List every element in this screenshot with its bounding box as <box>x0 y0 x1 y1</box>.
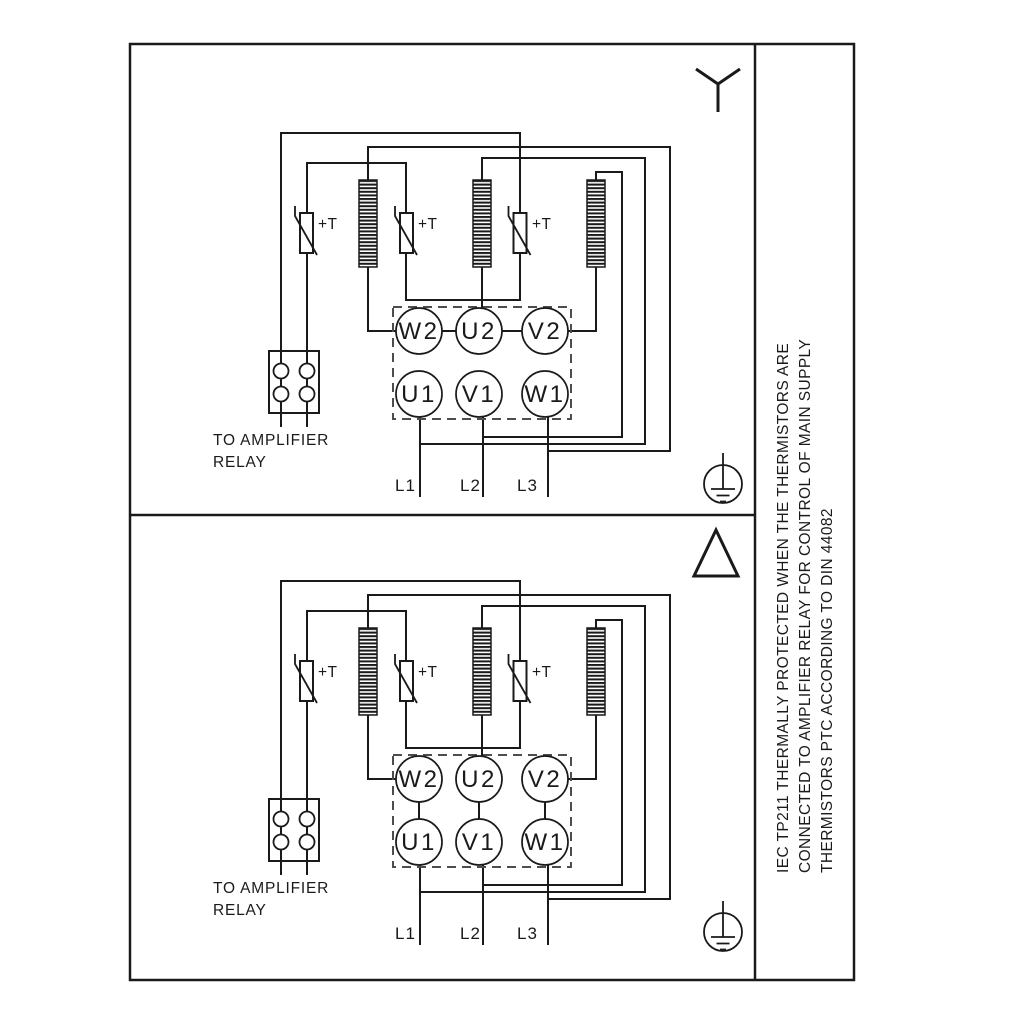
supply-line-label: L1 <box>395 476 416 495</box>
terminal-label: U1 <box>401 829 437 856</box>
side-note-line: THERMISTORS PTC ACCORDING TO DIN 44082 <box>819 508 836 873</box>
thermistor-symbol <box>395 206 438 255</box>
relay-terminal <box>300 835 315 850</box>
thermistor-symbol <box>509 206 552 255</box>
terminal-label: V1 <box>461 381 497 408</box>
side-note-line: CONNECTED TO AMPLIFIER RELAY FOR CONTROL OF MAIN SUPPLY <box>797 338 814 873</box>
relay-terminal <box>274 364 289 379</box>
terminal-label: W2 <box>398 766 440 793</box>
relay-terminal <box>274 835 289 850</box>
relay-terminal <box>274 812 289 827</box>
terminal-label: U2 <box>461 318 497 345</box>
thermistor-body <box>300 213 313 253</box>
terminal-label: U1 <box>401 381 437 408</box>
relay-box <box>269 351 319 413</box>
relay-terminal <box>300 387 315 402</box>
supply-line-label: L2 <box>460 924 481 943</box>
relay-terminal <box>274 387 289 402</box>
supply-line-label: L1 <box>395 924 416 943</box>
thermistor-body <box>400 213 413 253</box>
thermistor-symbol <box>295 654 338 703</box>
amplifier-relay-symbol <box>213 799 329 919</box>
terminal-label: W1 <box>524 829 566 856</box>
amplifier-relay-symbol <box>213 351 329 471</box>
motor-winding-symbol <box>473 180 491 267</box>
relay-caption: TO AMPLIFIER <box>213 880 330 897</box>
thermistor-symbol <box>295 206 338 255</box>
delta-connection-panel <box>213 530 742 951</box>
motor-winding-symbol <box>587 628 605 715</box>
delta-icon-shape <box>694 530 738 576</box>
relay-terminal <box>300 364 315 379</box>
side-note <box>775 339 836 873</box>
earth-ground-icon <box>704 453 742 503</box>
terminal-label: U2 <box>461 766 497 793</box>
thermistor-label: +T <box>532 216 552 233</box>
relay-caption: RELAY <box>213 902 267 919</box>
terminal-label: W1 <box>524 381 566 408</box>
side-note-line: IEC TP211 THERMALLY PROTECTED WHEN THE THERMISTORS ARE <box>775 342 792 873</box>
terminal-label: V1 <box>461 829 497 856</box>
thermistor-symbol <box>509 654 552 703</box>
thermistor-symbol <box>395 654 438 703</box>
relay-caption: RELAY <box>213 454 267 471</box>
thermistor-label: +T <box>318 216 338 233</box>
motor-winding-symbol <box>587 180 605 267</box>
supply-line-label: L2 <box>460 476 481 495</box>
supply-line-label: L3 <box>517 924 538 943</box>
star-connection-panel <box>213 69 742 503</box>
thermistor-body <box>514 661 527 701</box>
relay-stub-wires <box>281 861 307 875</box>
motor-winding-symbol <box>473 628 491 715</box>
relay-terminal <box>300 812 315 827</box>
terminal-label: V2 <box>527 766 563 793</box>
thermistor-label: +T <box>418 216 438 233</box>
relay-box <box>269 799 319 861</box>
relay-stub-wires <box>281 413 307 427</box>
thermistor-body <box>514 213 527 253</box>
star-icon <box>696 69 740 112</box>
terminal-label: W2 <box>398 318 440 345</box>
thermistor-label: +T <box>318 664 338 681</box>
motor-winding-symbol <box>359 628 377 715</box>
thermistor-label: +T <box>532 664 552 681</box>
thermistor-body <box>400 661 413 701</box>
star-icon-shape <box>696 69 740 112</box>
motor-winding-symbol <box>359 180 377 267</box>
relay-caption: TO AMPLIFIER <box>213 432 330 449</box>
terminal-label: V2 <box>527 318 563 345</box>
thermistor-label: +T <box>418 664 438 681</box>
supply-line-label: L3 <box>517 476 538 495</box>
ground-bars <box>711 453 735 502</box>
terminal-block <box>393 307 571 419</box>
delta-icon <box>694 530 738 576</box>
thermistor-body <box>300 661 313 701</box>
earth-ground-icon <box>704 901 742 951</box>
ground-bars <box>711 901 735 950</box>
